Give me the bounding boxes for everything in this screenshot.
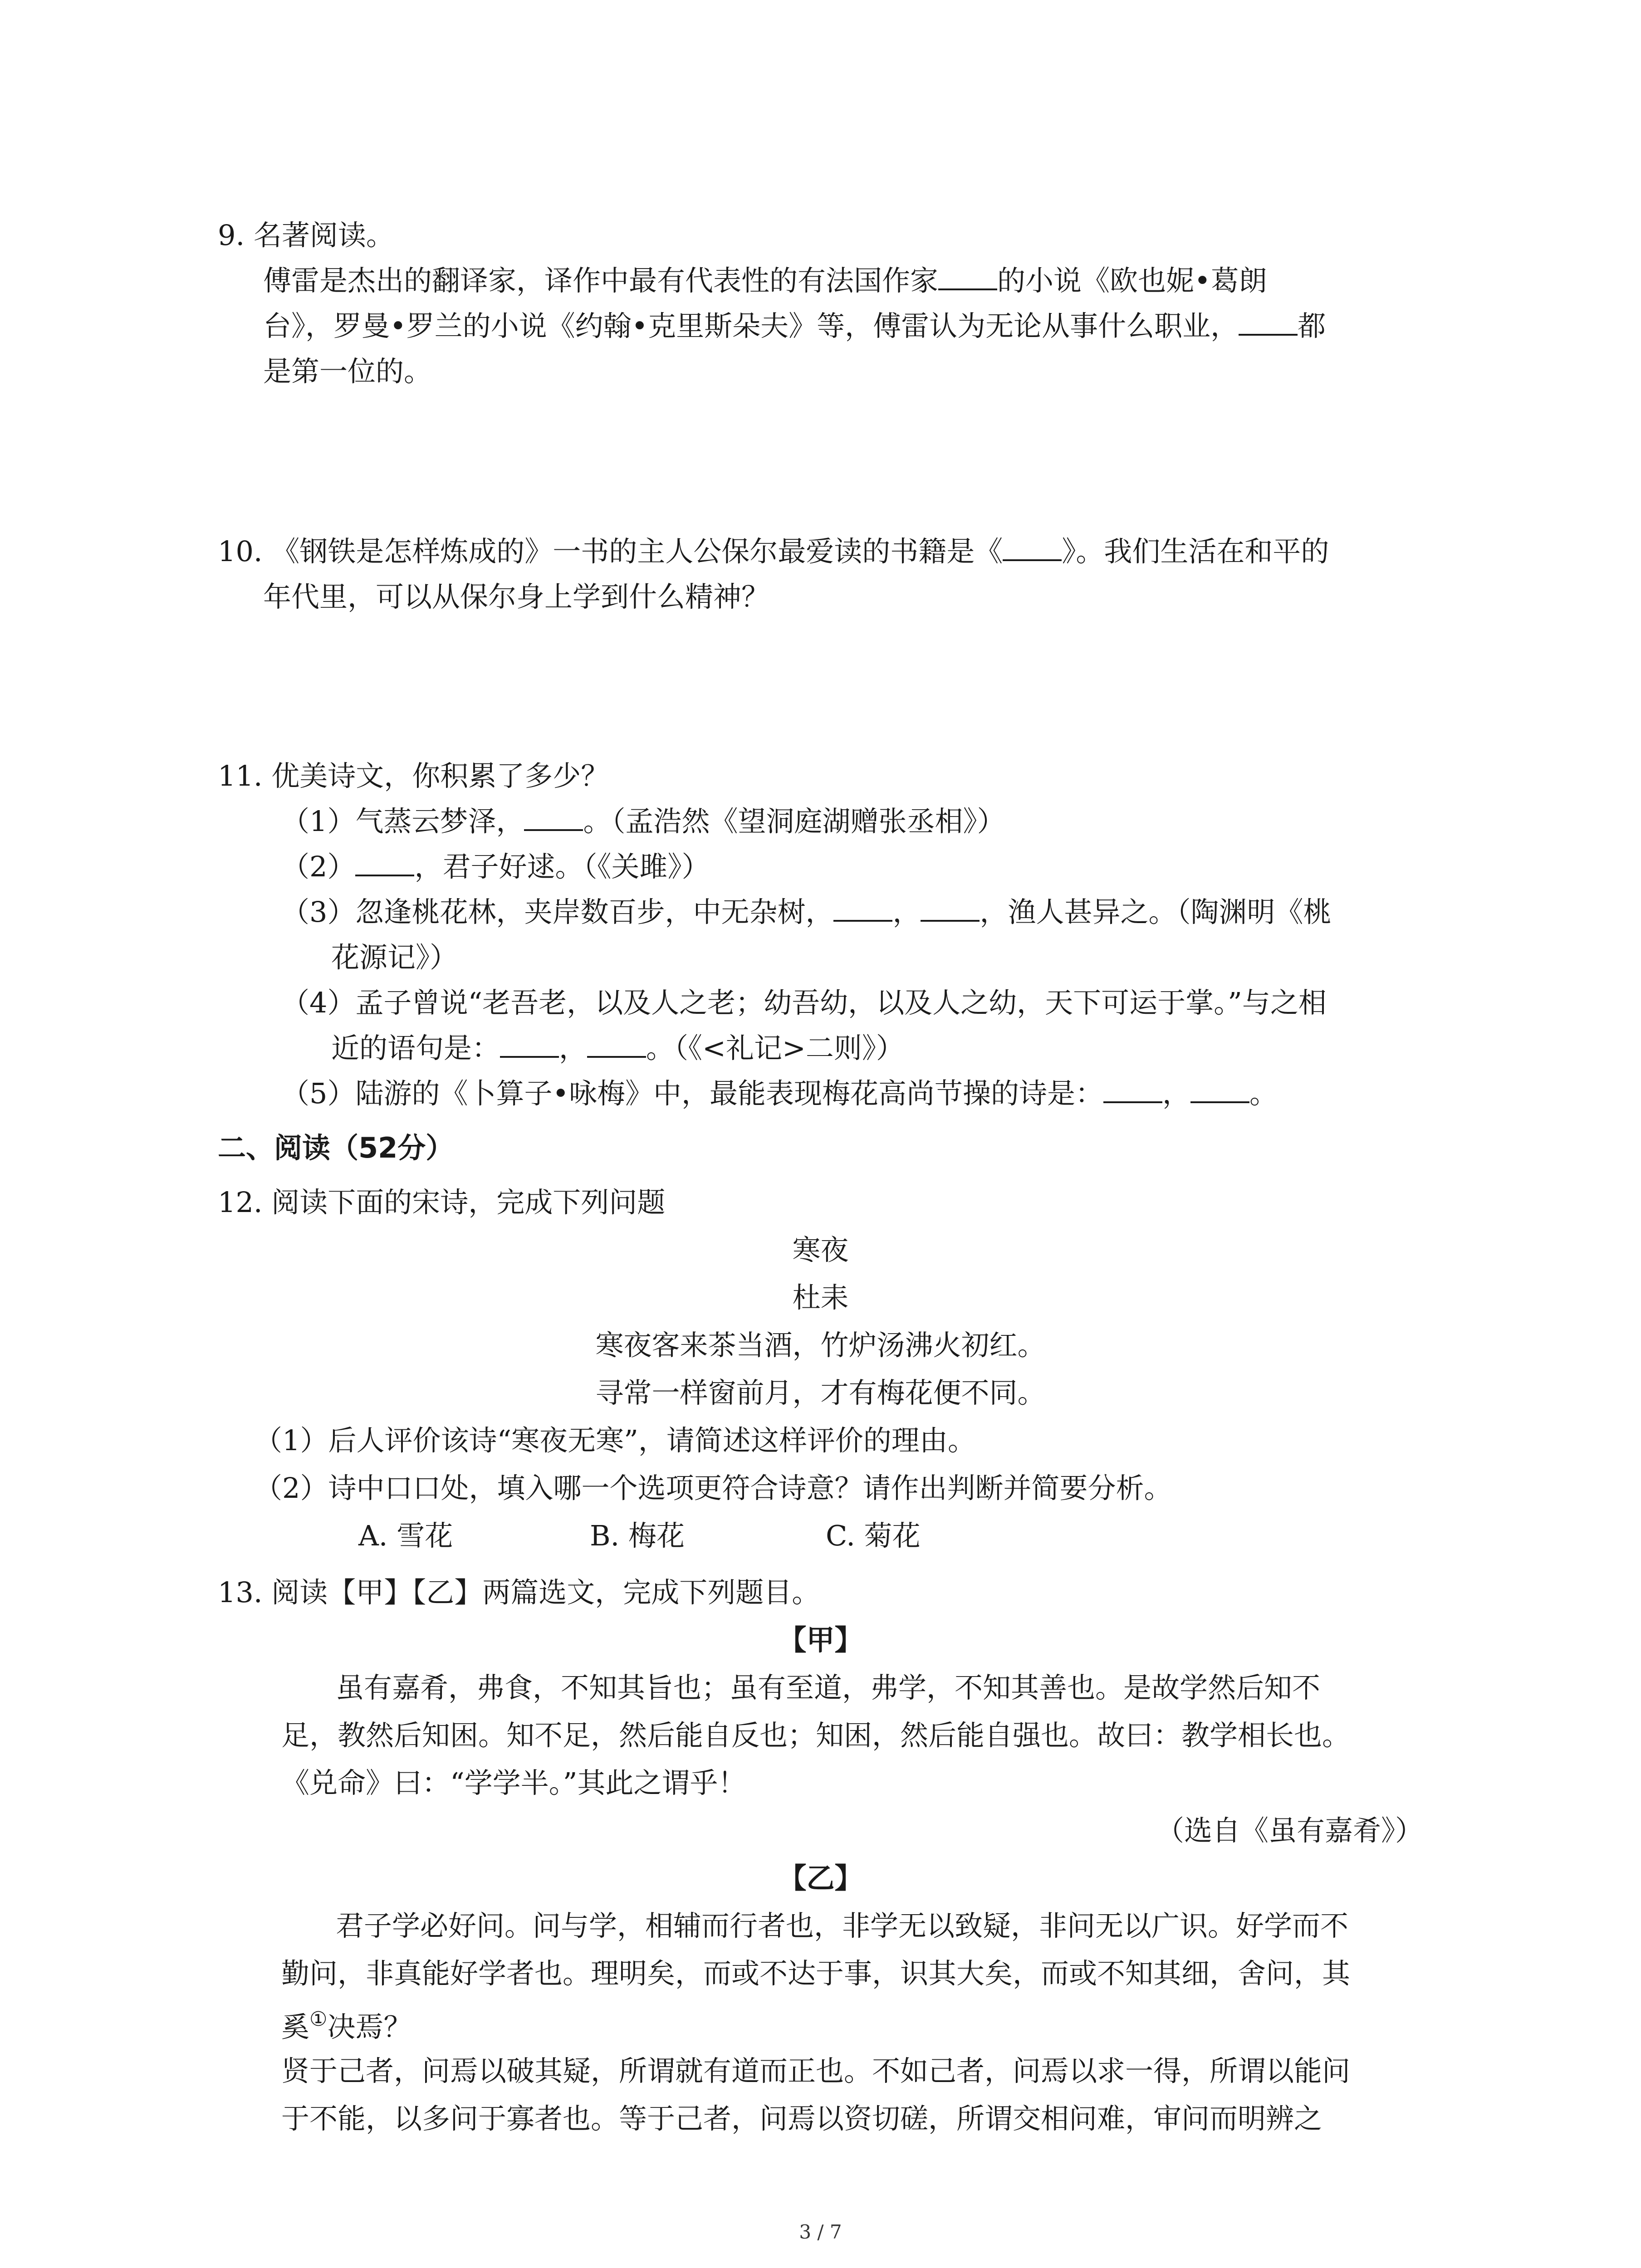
- passage-yi-line: 于不能，以多问于寡者也。等于己者，问焉以资切磋，所谓交相问难，审问而明辨之: [281, 2102, 1323, 2135]
- answer-blank[interactable]: [833, 916, 892, 922]
- q11-text: 近的语句是：: [331, 1031, 500, 1065]
- q9-text: 都: [1298, 309, 1326, 342]
- q9-text: 台》，罗曼•罗兰的小说《约翰•克里斯朵夫》等，傅雷认为无论从事什么职业，: [263, 309, 1239, 342]
- passage-text: 决焉？: [327, 2010, 412, 2043]
- q11-item-2: [281, 850, 710, 883]
- q11-text: 。（《<礼记>二则》）: [646, 1031, 904, 1065]
- passage-text: 奚: [281, 2010, 310, 2043]
- q13-title: 13. 阅读【甲】【乙】两篇选文，完成下列题目。: [218, 1576, 820, 1609]
- answer-blank[interactable]: [1003, 556, 1062, 561]
- q11-text: 。（孟浩然《望洞庭湖赠张丞相》）: [583, 805, 1005, 838]
- q11-title: 11. 优美诗文，你积累了多少？: [218, 759, 609, 792]
- passage-jia-line: 足，教然后知困。知不足，然后能自反也；知困，然后能自强也。故曰：教学相长也。: [281, 1719, 1351, 1752]
- option-c[interactable]: C. 菊花: [826, 1519, 921, 1552]
- passage-yi-line: 勤问，非真能好学者也。理明矣，而或不达于事，识其大矣，而或不知其细，舍问，其: [281, 1957, 1351, 1990]
- passage-label-yi: 【乙】: [778, 1862, 863, 1895]
- q9-line-3: 是第一位的。: [263, 355, 432, 388]
- section-heading: 二、阅读（52分）: [218, 1131, 454, 1164]
- q11-item-4-cont: [331, 1031, 904, 1065]
- answer-blank[interactable]: [355, 871, 414, 876]
- q9-title: 9. 名著阅读。: [218, 219, 394, 252]
- answer-blank[interactable]: [938, 285, 997, 290]
- q11-text: ，君子好逑。（《关雎》）: [414, 850, 710, 883]
- q10-text: 10. 《钢铁是怎样炼成的》一书的主人公保尔最爱读的书籍是《: [218, 535, 1003, 568]
- q11-item-1: [281, 807, 1005, 836]
- q11-text: ，: [892, 895, 921, 929]
- answer-blank[interactable]: [524, 826, 583, 831]
- q9-text: 的小说《欧也妮•葛朗: [997, 264, 1267, 297]
- q11-text: 。: [1249, 1077, 1278, 1110]
- q12-sub-2: （2）诗中口口处，填入哪一个选项更符合诗意？请作出判断并简要分析。: [254, 1471, 1172, 1505]
- footnote-marker: ①: [309, 2008, 328, 2031]
- q11-text: ，: [1162, 1077, 1191, 1110]
- passage-label-jia: 【甲】: [778, 1623, 863, 1657]
- page-number: 3 / 7: [799, 2221, 842, 2243]
- poem-author: 杜耒: [792, 1281, 849, 1314]
- option-a[interactable]: A. 雪花: [358, 1519, 453, 1552]
- q11-text: ，: [559, 1031, 588, 1065]
- answer-blank[interactable]: [921, 916, 980, 922]
- q11-item-5: [281, 1077, 1278, 1110]
- q10-line-2: 年代里，可以从保尔身上学到什么精神？: [263, 580, 770, 613]
- q10-line-1: [218, 535, 1329, 568]
- q11-text: （5）陆游的《卜算子•咏梅》中，最能表现梅花高尚节操的诗是：: [281, 1077, 1104, 1110]
- q11-text: （2）: [281, 850, 356, 883]
- answer-blank[interactable]: [1103, 1098, 1162, 1103]
- q11-text: （3）忽逢桃花林，夹岸数百步，中无杂树，: [281, 895, 834, 929]
- q9-text: 傅雷是杰出的翻译家，译作中最有代表性的有法国作家: [263, 264, 939, 297]
- q11-item-4: （4）孟子曾说“老吾老，以及人之老；幼吾幼，以及人之幼，天下可运于掌。”与之相: [281, 986, 1327, 1019]
- answer-blank[interactable]: [1239, 330, 1298, 336]
- passage-yi-line: 贤于己者，问焉以破其疑，所谓就有道而正也。不如己者，问焉以求一得，所谓以能问: [281, 2054, 1351, 2087]
- q10-text: 》。我们生活在和平的: [1062, 535, 1329, 568]
- poem-title: 寒夜: [792, 1233, 849, 1266]
- q11-text: （1）气蒸云梦泽，: [281, 805, 524, 838]
- option-b[interactable]: B. 梅花: [590, 1519, 685, 1552]
- q9-line-2: [263, 309, 1326, 342]
- q11-item-3-cont: 花源记》）: [331, 941, 458, 974]
- q12-title: 12. 阅读下面的宋诗，完成下列问题: [218, 1186, 666, 1219]
- q12-sub-1: （1）后人评价该诗“寒夜无寒”，请简述这样评价的理由。: [254, 1424, 976, 1457]
- passage-jia-source: （选自《虽有嘉肴》）: [1156, 1814, 1423, 1847]
- passage-jia-line: 《兑命》曰：“学学半。”其此之谓乎！: [281, 1766, 746, 1799]
- passage-jia-line: 虽有嘉肴，弗食，不知其旨也；虽有至道，弗学，不知其善也。是故学然后知不: [336, 1671, 1321, 1704]
- passage-yi-line: 君子学必好问。问与学，相辅而行者也，非学无以致疑，非问无以广识。好学而不: [336, 1909, 1349, 1942]
- poem-line: 寻常一样窗前月，才有梅花便不同。: [595, 1376, 1046, 1409]
- answer-blank[interactable]: [587, 1052, 646, 1058]
- poem-line: 寒夜客来茶当酒，竹炉汤沸火初红。: [595, 1329, 1046, 1362]
- q11-item-3: [281, 895, 1332, 929]
- answer-blank[interactable]: [1190, 1098, 1249, 1103]
- q11-text: ，渔人甚异之。（陶渊明《桃: [980, 895, 1332, 929]
- passage-yi-line: [281, 2009, 411, 2041]
- q9-line-1: [263, 264, 1267, 297]
- answer-blank[interactable]: [500, 1052, 559, 1058]
